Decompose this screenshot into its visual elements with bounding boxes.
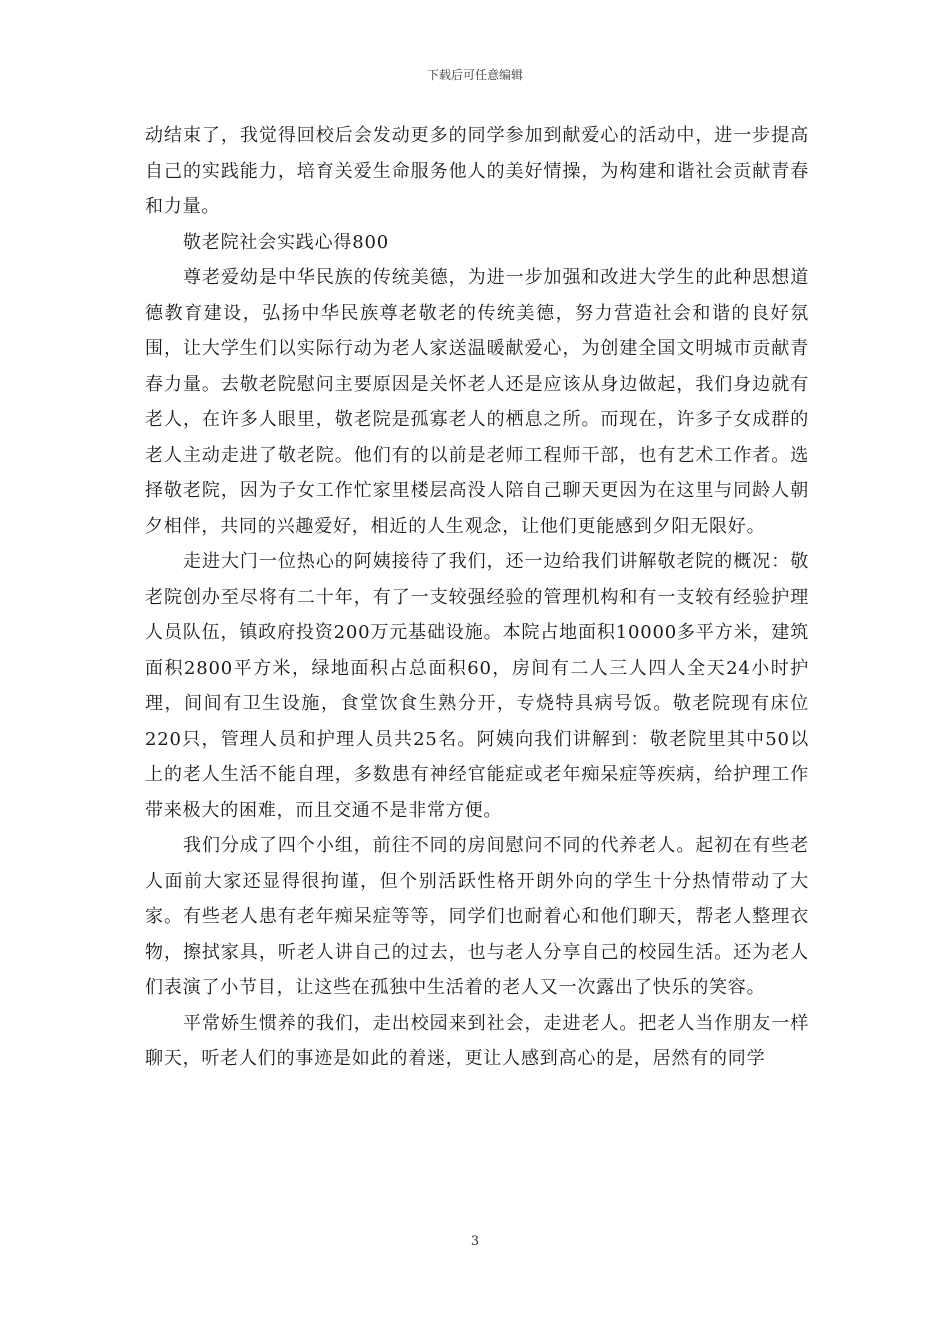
- paragraph-continuation: 动结束了，我觉得回校后会发动更多的同学参加到献爱心的活动中，进一步提高自己的实践能力，培育关爱生命服务他人的美好情操，为构建和谐社会贡献青春和力量。: [145, 125, 809, 217]
- paragraph: 平常娇生惯养的我们，走出校园来到社会，走进老人。把老人当作朋友一样聊天，听老人们的事迹是如此的着迷，更让人感到高心的是，居然有的同学: [145, 1012, 809, 1069]
- paragraph: 走进大门一位热心的阿姨接待了我们，还一边给我们讲解敬老院的概况：敬老院创办至尽将有二十年，有了一支较强经验的管理机构和有一支较有经验护理人员队伍，镇政府投资200万元基础设施。本院占地面积10000多平方米，建筑面积2800平方米，绿地面积占总面积60，房间有二人三人四人全天24小时护理，间间有卫生设施，食堂饮食生熟分开，专烧特具病号饭。敬老院现有床位220只，管理人员和护理人员共25名。阿姨向我们讲解到：敬老院里其中50以上的老人生活不能自理，多数患有神经官能症或老年痴呆症等疾病，给护理工作带来极大的困难，而且交通不是非常方便。: [145, 551, 809, 821]
- page-number: 3: [470, 1234, 480, 1249]
- paragraph: 我们分成了四个小组，前往不同的房间慰问不同的代养老人。起初在有些老人面前大家还显得很拘谨，但个别活跃性格开朗外向的学生十分热情带动了大家。有些老人患有老年痴呆症等等，同学们也耐着心和他们聊天，帮老人整理衣物，擦拭家具，听老人讲自己的过去，也与老人分享自己的校园生活。还为老人们表演了小节目，让这些在孤独中生活着的老人又一次露出了快乐的笑容。: [145, 835, 809, 998]
- page-header: 下载后可任意编辑: [426, 68, 523, 82]
- document-body: [145, 118, 809, 1077]
- section-heading: 敬老院社会实践心得800: [183, 231, 389, 253]
- paragraph: 尊老爱幼是中华民族的传统美德，为进一步加强和改进大学生的此种思想道德教育建设，弘扬中华民族尊老敬老的传统美德，努力营造社会和谐的良好氛围，让大学生们以实际行动为老人家送温暖献爱心，为创建全国文明城市贡献青春力量。去敬老院慰问主要原因是关怀老人还是应该从身边做起，我们身边就有老人，在许多人眼里，敬老院是孤寡老人的栖息之所。而现在，许多子女成群的老人主动走进了敬老院。他们有的以前是老师工程师干部，也有艺术工作者。选择敬老院，因为子女工作忙家里楼层高没人陪自己聊天更因为在这里与同龄人朝夕相伴，共同的兴趣爱好，相近的人生观念，让他们更能感到夕阳无限好。: [145, 267, 809, 537]
